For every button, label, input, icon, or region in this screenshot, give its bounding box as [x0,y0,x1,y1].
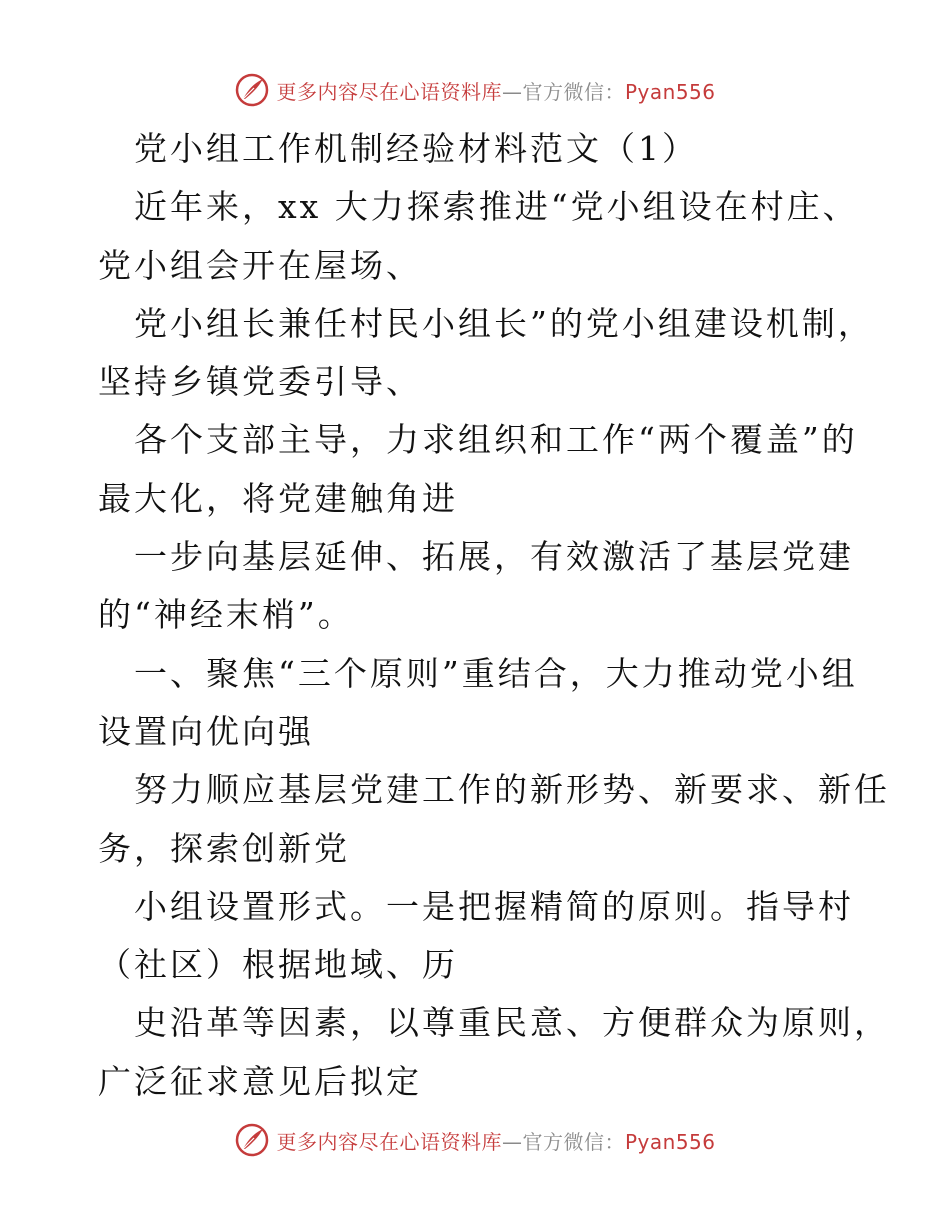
footer-watermark-banner [0,1120,950,1160]
text-line: 一步向基层延伸、拓展，有效激活了基层党建 [134,537,854,577]
text-line: 最大化，将党建触角进 [98,478,458,518]
header-watermark-banner [0,70,950,110]
watermark-text: 更多内容尽在心语资料库—官方微信：Pyan556 [276,1129,716,1154]
document-body [98,120,890,1111]
text-line: 设置向优向强 [98,711,314,751]
text-line: 各个支部主导，力求组织和工作“两个覆盖”的 [134,420,858,460]
text-line: 小组设置形式。一是把握精简的原则。指导村 [134,886,854,926]
text-line: 广泛征求意见后拟定 [98,1061,422,1101]
watermark-text: 更多内容尽在心语资料库—官方微信：Pyan556 [276,79,716,104]
text-line: 党小组会开在屋场、 [98,245,422,285]
text-line: 坚持乡镇党委引导、 [98,362,422,402]
feather-pen-logo-icon [234,72,270,108]
text-line: 努力顺应基层党建工作的新形势、新要求、新任 [134,770,890,810]
text-line: 一、聚焦“三个原则”重结合，大力推动党小组 [134,653,858,693]
text-line: 党小组长兼任村民小组长”的党小组建设机制， [134,303,874,343]
text-line: 务，探索创新党 [98,828,350,868]
document-title: 党小组工作机制经验材料范文（1） [134,129,698,168]
feather-pen-logo-icon [234,1122,270,1158]
text-line: 的“神经末梢”。 [98,595,354,635]
text-line: 史沿革等因素，以尊重民意、方便群众为原则， [134,1003,890,1043]
text-line: （社区）根据地域、历 [98,945,458,985]
text-line: 近年来，xx 大力探索推进“党小组设在村庄、 [134,187,859,227]
